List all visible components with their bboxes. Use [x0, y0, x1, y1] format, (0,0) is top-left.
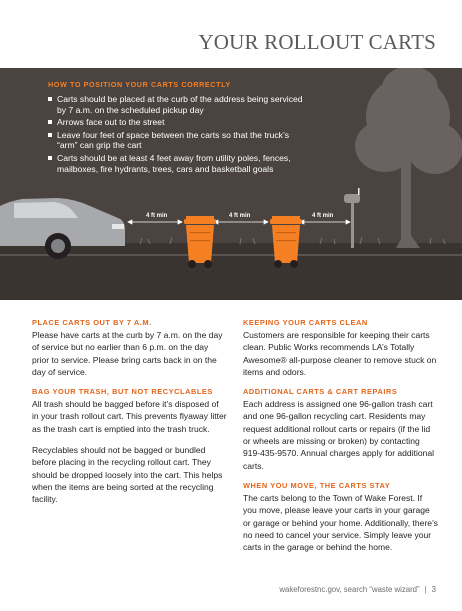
- positioning-instructions: [48, 80, 308, 176]
- recycling-cart-illustration: [270, 216, 302, 268]
- page-footer: [279, 585, 436, 594]
- list-item: Leave four feet of space between the carts so that the truck’s “arm” can grip the cart: [48, 130, 308, 151]
- square-bullet-icon: [48, 97, 52, 101]
- square-bullet-icon: [48, 120, 52, 124]
- footer-website-link[interactable]: wakeforestnc.gov, search “waste wizard”: [279, 585, 420, 594]
- list-item: Carts should be at least 4 feet away from utility poles, fences, mailboxes, fire hydrants, trees, cars and basketball goals: [48, 153, 308, 174]
- positioning-heading: HOW TO POSITION YOUR CARTS CORRECTLY: [48, 80, 231, 89]
- gap-label-cart-mailbox: 4 ft min: [312, 213, 334, 219]
- section-paragraph: All trash should be bagged before it’s disposed of in your trash rollout cart. This prevents flyaway litter as the trash cart is emptied into the trash truck.: [32, 399, 227, 434]
- section-heading: PLACE CARTS OUT BY 7 A.M.: [32, 318, 152, 327]
- section-when-you-move: [243, 481, 438, 553]
- page-title: YOUR ROLLOUT CARTS: [198, 30, 436, 54]
- curb-line: [0, 254, 462, 256]
- left-column: [32, 318, 227, 515]
- list-item: Carts should be placed at the curb of the address being serviced by 7 a.m. on the scheduled pickup day: [48, 94, 308, 115]
- section-heading: WHEN YOU MOVE, THE CARTS STAY: [243, 480, 391, 490]
- spacing-dimension-lines: [128, 220, 350, 224]
- page-number: 3: [431, 585, 436, 594]
- section-bag-trash: [32, 387, 227, 505]
- section-paragraph: Each address is assigned one 96-gallon trash cart and one 96-gallon recycling cart. Residents may request additional rollout carts or repairs (if the lid or wheels are missing or broken) by contacting 919-435-9570. Annual charges apply for additional carts.: [243, 399, 435, 471]
- section-place-carts: [32, 318, 227, 378]
- section-keeping-clean: [243, 318, 438, 378]
- trash-cart-illustration: [184, 216, 216, 268]
- right-column: [243, 318, 438, 562]
- cart-positioning-banner: [0, 68, 462, 300]
- section-heading: KEEPING YOUR CARTS CLEAN: [243, 318, 368, 327]
- list-item: Arrows face out to the street: [48, 117, 308, 128]
- section-heading: BAG YOUR TRASH, BUT NOT RECYCLABLES: [32, 387, 213, 397]
- section-paragraph: Recyclables should not be bagged or bundled before placing in the recycling rollout cart. They should be dropped loosely into the cart. This helps when the items are being sorted at the recycling facility.: [32, 445, 223, 505]
- section-additional-carts: [243, 387, 438, 472]
- section-paragraph: Please have carts at the curb by 7 a.m. on the day of service but no earlier than 6 p.m. on the day prior to service. Please bring carts back in on the day of service.: [32, 330, 223, 377]
- section-heading: ADDITIONAL CARTS & CART REPAIRS: [243, 387, 398, 397]
- gap-label-car-cart: 4 ft min: [146, 213, 168, 219]
- mailbox-illustration: [344, 188, 360, 248]
- tree-illustration: [355, 68, 462, 248]
- square-bullet-icon: [48, 156, 52, 160]
- positioning-list: [48, 94, 308, 174]
- gap-label-cart-cart: 4 ft min: [229, 213, 251, 219]
- section-paragraph: Customers are responsible for keeping their carts clean. Public Works recommends LA’s Totally Awesome® all-purpose cleaner to remove stuck on items and odors.: [243, 330, 437, 377]
- section-paragraph: The carts belong to the Town of Wake Forest. If you move, please leave your carts in your garage or garage or behind your home. Additionally, there’s no need to cancel your service. Simply leave your carts in the garage or behind the home.: [243, 492, 438, 553]
- square-bullet-icon: [48, 133, 52, 137]
- footer-separator: |: [424, 585, 427, 594]
